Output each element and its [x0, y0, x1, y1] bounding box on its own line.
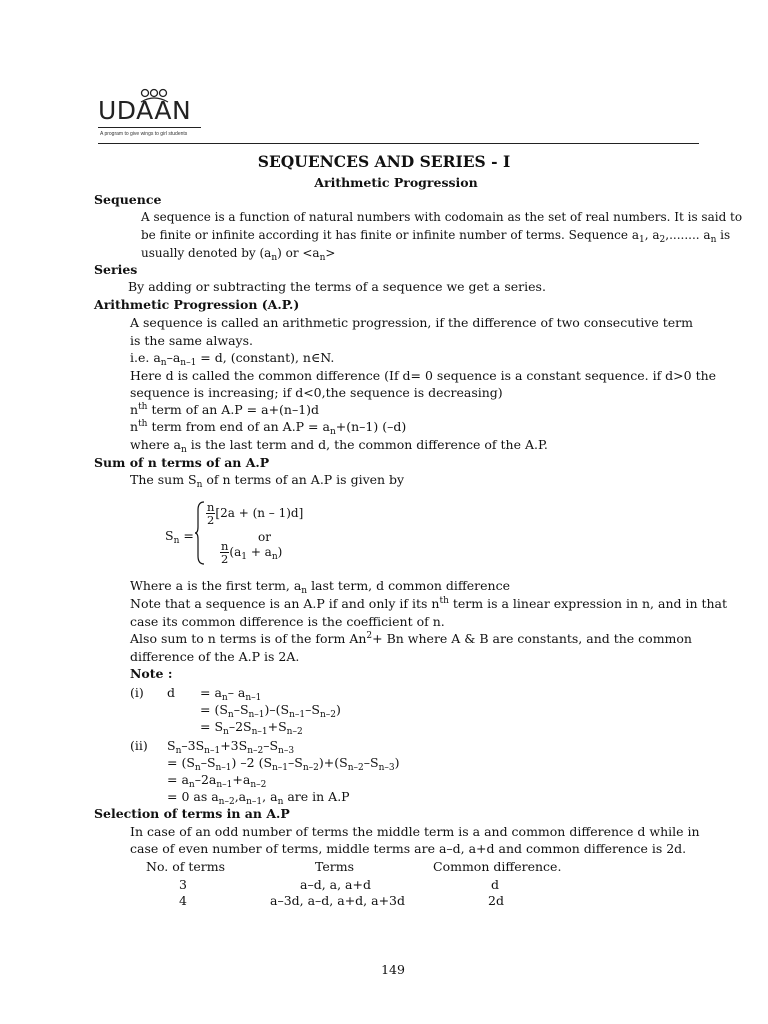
- sum-line-4: case its common difference is the coefficient of n.: [130, 614, 445, 629]
- sequence-line-1: A sequence is a function of natural numbers with codomain as the set of real numbers. It is said to: [141, 210, 743, 224]
- table-row-1-terms: a–d, a, a+d: [300, 877, 371, 892]
- table-row-2-terms: a–3d, a–d, a+d, a+3d: [270, 893, 406, 908]
- sum-formula-lhs: $S_n$ =: [165, 528, 194, 546]
- note-ii-line-3: = $a_n-2a_{n-1}+a_{n-2}$: [167, 772, 267, 790]
- sum-formula-bottom: $\frac{n}{2}$ $(a_1 + a_n)$: [221, 539, 283, 566]
- page-subtitle: Arithmetic Progression: [314, 175, 478, 190]
- series-line-1: By adding or subtracting the terms of a sequence we get a series.: [128, 279, 546, 294]
- note-i-label: (i): [130, 685, 144, 700]
- table-header-difference: Common difference.: [433, 859, 562, 874]
- series-heading: Series: [94, 262, 138, 277]
- table-header-count: No. of terms: [146, 859, 225, 874]
- ap-nth-term-from-end: $n^{th}$ term from end of an $A.P = a_n+(n-1)$ (–d): [130, 419, 407, 437]
- note-i-line-1: d: [167, 685, 176, 700]
- sum-formula-or: or: [258, 530, 271, 544]
- sum-line-2: Where a is the first term, $a_n$ last term, d common difference: [130, 578, 510, 596]
- sum-line-3: Note that a sequence is an A.P if and only if its $n^{th}$ term is a linear expression in n, and in that: [130, 596, 728, 611]
- note-ii-label: (ii): [130, 738, 148, 753]
- ap-heading: Arithmetic Progression (A.P.): [94, 297, 300, 312]
- ap-line-5: sequence is increasing; if d<0,the sequence is decreasing): [130, 385, 503, 400]
- logo-figures-icon: [138, 88, 172, 104]
- table-row-2-count: 4: [179, 893, 187, 908]
- note-i-line-3: = $S_n-2S_{n-1}+S_{n-2}$: [200, 719, 303, 737]
- note-i-line-2: = $(S_n-S_{n-1})-(S_{n-1}-S_{n-2})$: [200, 702, 341, 720]
- ap-nth-term: $n^{th}$ term of an A.P = a+(n–1)d: [130, 402, 320, 417]
- sum-line-5: Also sum to n terms is of the form $An^2+ Bn$ where A & B are constants, and the common: [130, 631, 692, 646]
- sum-formula-top: $\frac{n}{2}$ [2a + (n – 1)d]: [207, 500, 304, 527]
- sum-line-6: difference of the A.P is 2A.: [130, 649, 300, 664]
- ap-definition-formula: i.e. $a_n-a_{n-1} = d$, (constant), n∈N.: [130, 350, 335, 368]
- sequence-line-2: be finite or infinite according it has finite or infinite number of terms. Sequence $a_1$, $a_2$,........ $a_n$ is: [141, 228, 731, 245]
- sum-line-1: The sum $S_n$ of n terms of an A.P is given by: [130, 472, 405, 490]
- note-i-line-1-rhs: = $a_n-$ $a_{n-1}$: [200, 685, 262, 703]
- table-header-terms: Terms: [315, 859, 355, 874]
- note-ii-line-1: $S_n-3S_{n-1}+3S_{n-2}-S_{n-3}$: [167, 738, 295, 756]
- selection-line-1: In case of an odd number of terms the middle term is a and common difference d while in: [130, 824, 700, 839]
- note-ii-line-4: = 0 as $a_{n-2},a_{n-1}$, $a_n$ are in A.P: [167, 789, 350, 807]
- selection-line-2: case of even number of terms, middle terms are a–d, a+d and common difference is 2d.: [130, 841, 687, 856]
- sequence-line-3: usually denoted by $(a_n)$ or $<a_n>$: [141, 246, 336, 263]
- sequence-heading: Sequence: [94, 192, 162, 207]
- sum-heading: Sum of n terms of an A.P: [94, 455, 270, 470]
- page-number: 149: [381, 962, 405, 977]
- ap-line-4: Here d is called the common difference (If d= 0 sequence is a constant sequence. if d>0 the: [130, 368, 717, 383]
- table-row-2-difference: 2d: [488, 893, 504, 908]
- ap-line-1: A sequence is called an arithmetic progression, if the difference of two consecutive term: [130, 315, 693, 330]
- table-row-1-count: 3: [179, 877, 187, 892]
- logo-tagline: A program to give wings to girl students: [100, 131, 188, 137]
- ap-line-2: is the same always.: [130, 333, 253, 348]
- note-heading: Note :: [130, 666, 173, 681]
- note-ii-line-2: = $(S_n-S_{n-1})$ –2 $(S_{n-1}-S_{n-2})+(S_{n-2}-S_{n-3})$: [167, 755, 400, 773]
- logo-underline: [98, 127, 201, 128]
- ap-line-8: where $a_n$ is the last term and d, the common difference of the A.P.: [130, 437, 548, 455]
- left-brace-icon: [194, 500, 206, 566]
- udaan-logo: UDAAN: [98, 96, 192, 125]
- table-row-1-difference: d: [491, 877, 500, 892]
- selection-heading: Selection of terms in an A.P: [94, 806, 290, 821]
- header-rule: [98, 143, 699, 144]
- page-title: SEQUENCES AND SERIES - I: [257, 152, 511, 171]
